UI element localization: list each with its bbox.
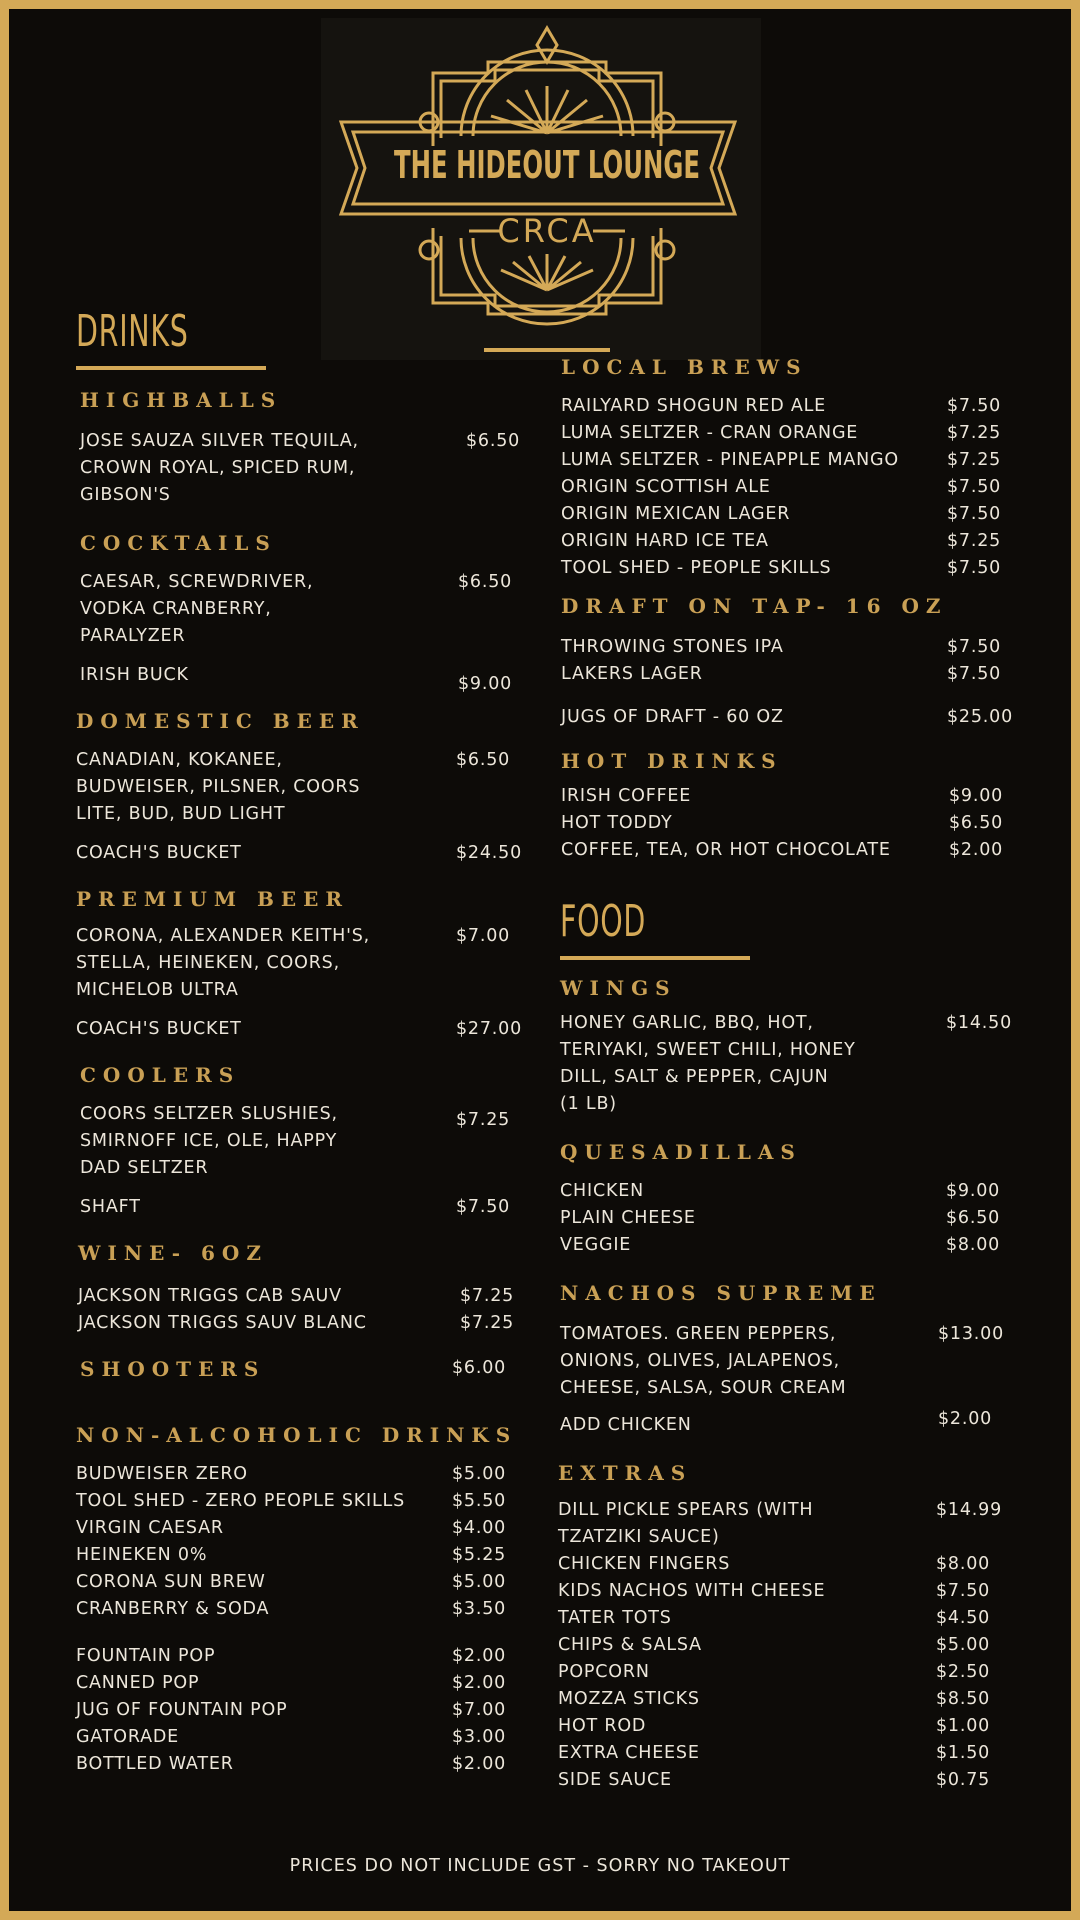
menu-item <box>558 1551 1011 1578</box>
menu-item <box>80 1101 516 1182</box>
item-name: LAKERS LAGER <box>561 664 703 684</box>
extras-heading: EXTRAS <box>558 1461 693 1485</box>
item-name: MOZZA STICKS <box>558 1689 700 1709</box>
menu-item <box>561 661 1011 688</box>
menu-item <box>76 1488 516 1515</box>
menu-item <box>561 447 1011 474</box>
footer-note: PRICES DO NOT INCLUDE GST - SORRY NO TAKEOUT <box>289 1856 791 1876</box>
item-price: $7.50 <box>947 637 1002 657</box>
item-name: TOMATOES. GREEN PEPPERS, ONIONS, OLIVES, JALAPENOS, CHEESE, SALSA, SOUR CREAM <box>560 1324 847 1398</box>
item-name: JUGS OF DRAFT - 60 OZ <box>561 707 784 727</box>
item-name: VEGGIE <box>560 1235 632 1255</box>
cocktails-section <box>80 531 516 694</box>
item-price: $24.50 <box>456 843 523 863</box>
menu-item <box>76 1016 523 1043</box>
item-name: CHICKEN <box>560 1181 644 1201</box>
item-price: $4.00 <box>452 1518 507 1538</box>
item-name: HEINEKEN 0% <box>76 1545 208 1565</box>
menu-item <box>76 923 516 1004</box>
item-name: JUG OF FOUNTAIN POP <box>76 1700 288 1720</box>
item-name: LUMA SELTZER - CRAN ORANGE <box>561 423 859 443</box>
item-price: $13.00 <box>938 1324 1005 1344</box>
item-price: $7.50 <box>456 1197 511 1217</box>
item-price: $3.00 <box>452 1727 507 1747</box>
menu-item <box>80 1194 516 1221</box>
domestic-section <box>76 709 523 867</box>
item-price: $7.50 <box>947 504 1002 524</box>
menu-item <box>561 501 1011 528</box>
item-price: $0.75 <box>936 1770 991 1790</box>
hideout-lounge-logo <box>321 18 761 360</box>
menu-item <box>78 1310 516 1337</box>
food-title-rule <box>560 956 750 960</box>
item-price: $9.00 <box>946 1181 1001 1201</box>
wine-section <box>78 1241 516 1337</box>
menu-item <box>561 420 1011 447</box>
item-name: COACH'S BUCKET <box>76 1019 242 1039</box>
item-name: COFFEE, TEA, OR HOT CHOCOLATE <box>561 840 891 860</box>
drinks-column <box>76 306 523 1778</box>
nonalc-heading: NON-ALCOHOLIC DRINKS <box>76 1423 518 1447</box>
item-name: GATORADE <box>76 1727 179 1747</box>
menu-item <box>558 1632 1011 1659</box>
menu-item <box>76 1724 516 1751</box>
menu-item <box>561 837 1011 864</box>
item-name: BOTTLED WATER <box>76 1754 234 1774</box>
item-name: TOOL SHED - PEOPLE SKILLS <box>561 558 832 578</box>
item-price: $9.00 <box>458 674 513 694</box>
menu-item <box>78 1283 516 1310</box>
item-name: ADD CHICKEN <box>560 1415 692 1435</box>
wings-section <box>560 976 1011 1118</box>
menu-item <box>561 704 1014 731</box>
item-price: $7.50 <box>947 558 1002 578</box>
item-price: $2.00 <box>949 840 1004 860</box>
item-price: $14.50 <box>946 1013 1013 1033</box>
item-price: $6.50 <box>949 813 1004 833</box>
menu-item <box>76 1515 516 1542</box>
quesadillas-heading: QUESADILLAS <box>560 1140 802 1164</box>
menu-item <box>76 1697 516 1724</box>
item-name: CANNED POP <box>76 1673 200 1693</box>
item-name: JOSE SAUZA SILVER TEQUILA, CROWN ROYAL, SPICED RUM, GIBSON'S <box>80 431 359 505</box>
logo-sub: CRCA <box>497 212 597 250</box>
item-price: $5.50 <box>452 1491 507 1511</box>
menu-item <box>561 634 1011 661</box>
premium-section <box>76 887 523 1043</box>
item-name: JACKSON TRIGGS CAB SAUV <box>78 1286 342 1306</box>
item-name: IRISH BUCK <box>80 665 189 685</box>
menu-item <box>558 1740 1011 1767</box>
item-price: $2.00 <box>938 1409 993 1429</box>
premium-heading: PREMIUM BEER <box>76 887 349 911</box>
menu-item <box>561 393 1011 420</box>
item-price: $8.50 <box>936 1689 991 1709</box>
item-name: LUMA SELTZER - PINEAPPLE MANGO <box>561 450 899 470</box>
menu-item <box>558 1605 1011 1632</box>
item-name: HONEY GARLIC, BBQ, HOT, TERIYAKI, SWEET CHILI, HONEY DILL, SALT & PEPPER, CAJUN (1 LB) <box>560 1013 856 1114</box>
local-heading: LOCAL BREWS <box>561 355 808 379</box>
menu-item <box>76 1751 516 1778</box>
item-price: $7.25 <box>947 450 1002 470</box>
quesadillas-section <box>560 1140 1011 1259</box>
item-name: IRISH COFFEE <box>561 786 692 806</box>
item-name: COACH'S BUCKET <box>76 843 242 863</box>
item-price: $6.50 <box>458 572 513 592</box>
item-name: JACKSON TRIGGS SAUV BLANC <box>78 1313 367 1333</box>
local-section <box>561 355 1011 582</box>
beer-and-food-column <box>558 355 1014 1794</box>
menu-item <box>76 747 516 828</box>
menu-item <box>560 1205 1011 1232</box>
item-price: $1.50 <box>936 1743 991 1763</box>
item-price: $14.99 <box>936 1500 1003 1520</box>
highballs-section <box>80 388 521 509</box>
menu-item <box>76 1461 516 1488</box>
item-price: $6.50 <box>456 750 511 770</box>
menu-item <box>558 1497 1011 1551</box>
menu-item <box>558 1659 1011 1686</box>
menu-item <box>560 1178 1011 1205</box>
item-name: ORIGIN MEXICAN LAGER <box>561 504 791 524</box>
item-price: $7.25 <box>460 1286 515 1306</box>
item-name: TATER TOTS <box>558 1608 672 1628</box>
menu-item <box>561 555 1011 582</box>
item-name: EXTRA CHEESE <box>558 1743 700 1763</box>
item-price: $5.25 <box>452 1545 507 1565</box>
menu-item <box>80 428 521 509</box>
item-name: FOUNTAIN POP <box>76 1646 216 1666</box>
menu-item <box>76 1569 516 1596</box>
item-name: CHIPS & SALSA <box>558 1635 702 1655</box>
hot-section <box>561 749 1011 864</box>
extras-section <box>558 1461 1011 1794</box>
menu-item <box>561 783 1011 810</box>
menu-item <box>76 1542 516 1569</box>
menu-item <box>558 1578 1011 1605</box>
item-price: $6.50 <box>946 1208 1001 1228</box>
item-price: $7.00 <box>456 926 511 946</box>
item-price: $27.00 <box>456 1019 523 1039</box>
wings-heading: WINGS <box>560 976 677 1000</box>
item-price: $8.00 <box>946 1235 1001 1255</box>
drinks-title-rule <box>76 366 266 370</box>
item-name: CAESAR, SCREWDRIVER, VODKA CRANBERRY, PARALYZER <box>80 572 314 646</box>
menu-item <box>80 569 516 650</box>
shooters-section <box>80 1357 516 1381</box>
item-price: $3.50 <box>452 1599 507 1619</box>
coolers-heading: COOLERS <box>80 1063 241 1087</box>
menu-item <box>558 1713 1011 1740</box>
item-name: THROWING STONES IPA <box>561 637 784 657</box>
item-price: $5.00 <box>936 1635 991 1655</box>
menu-item <box>76 1670 516 1697</box>
item-price: $7.50 <box>947 396 1002 416</box>
menu-item <box>76 1596 516 1623</box>
domestic-heading: DOMESTIC BEER <box>76 709 365 733</box>
item-name: SHAFT <box>80 1197 141 1217</box>
menu-item <box>560 1409 1011 1439</box>
menu-item <box>561 474 1011 501</box>
drinks-title: DRINKS <box>76 306 189 357</box>
cocktails-heading: COCKTAILS <box>80 531 277 555</box>
menu-item <box>76 840 523 867</box>
item-price: $2.00 <box>452 1673 507 1693</box>
menu-item <box>560 1232 1011 1259</box>
item-name: DILL PICKLE SPEARS (WITH TZATZIKI SAUCE) <box>558 1500 814 1547</box>
menu-item <box>558 1686 1011 1713</box>
menu-item <box>558 1767 1011 1794</box>
item-name: PLAIN CHEESE <box>560 1208 696 1228</box>
item-name: ORIGIN SCOTTISH ALE <box>561 477 771 497</box>
item-price: $1.00 <box>936 1716 991 1736</box>
item-price: $7.50 <box>936 1581 991 1601</box>
draft-heading: DRAFT ON TAP- 16 OZ <box>561 594 948 618</box>
item-price: $9.00 <box>949 786 1004 806</box>
item-price: $7.50 <box>947 664 1002 684</box>
item-name: ORIGIN HARD ICE TEA <box>561 531 769 551</box>
menu-item <box>561 528 1011 555</box>
item-name: RAILYARD SHOGUN RED ALE <box>561 396 827 416</box>
menu-item <box>80 662 516 694</box>
item-name: COORS SELTZER SLUSHIES, SMIRNOFF ICE, OLE, HAPPY DAD SELTZER <box>80 1104 338 1178</box>
coolers-section <box>80 1063 516 1221</box>
nachos-section <box>560 1281 1011 1439</box>
item-price: $5.00 <box>452 1572 507 1592</box>
shooters-price: $6.00 <box>452 1358 507 1378</box>
item-name: SIDE SAUCE <box>558 1770 672 1790</box>
menu-item <box>560 1010 1011 1118</box>
item-name: HOT TODDY <box>561 813 673 833</box>
item-name: CRANBERRY & SODA <box>76 1599 270 1619</box>
item-name: POPCORN <box>558 1662 650 1682</box>
item-name: TOOL SHED - ZERO PEOPLE SKILLS <box>76 1491 405 1511</box>
nonalc-section <box>76 1423 516 1778</box>
menu-item <box>560 1321 1011 1402</box>
highballs-heading: HIGHBALLS <box>80 388 283 412</box>
item-price: $4.50 <box>936 1608 991 1628</box>
item-price: $2.00 <box>452 1754 507 1774</box>
food-header <box>560 896 1011 960</box>
item-price: $7.25 <box>456 1110 511 1130</box>
item-name: KIDS NACHOS WITH CHEESE <box>558 1581 826 1601</box>
menu-item <box>76 1643 516 1670</box>
item-price: $7.25 <box>460 1313 515 1333</box>
item-price: $7.25 <box>947 531 1002 551</box>
logo-name: THE HIDEOUT LOUNGE <box>394 143 700 187</box>
item-price: $7.00 <box>452 1700 507 1720</box>
shooters-heading: SHOOTERS <box>80 1357 266 1381</box>
item-price: $2.00 <box>452 1646 507 1666</box>
item-name: CORONA, ALEXANDER KEITH'S, STELLA, HEINEKEN, COORS, MICHELOB ULTRA <box>76 926 371 1000</box>
item-price: $7.50 <box>947 477 1002 497</box>
menu-item <box>561 810 1011 837</box>
item-name: VIRGIN CAESAR <box>76 1518 224 1538</box>
item-price: $5.00 <box>452 1464 507 1484</box>
nachos-heading: NACHOS SUPREME <box>560 1281 882 1305</box>
item-price: $7.25 <box>947 423 1002 443</box>
item-name: CANADIAN, KOKANEE, BUDWEISER, PILSNER, COORS LITE, BUD, BUD LIGHT <box>76 750 361 824</box>
food-title: FOOD <box>560 896 647 947</box>
item-price: $8.00 <box>936 1554 991 1574</box>
hot-heading: HOT DRINKS <box>561 749 783 773</box>
item-price: $2.50 <box>936 1662 991 1682</box>
item-name: BUDWEISER ZERO <box>76 1464 248 1484</box>
item-name: HOT ROD <box>558 1716 647 1736</box>
draft-section <box>561 594 1014 731</box>
item-price: $25.00 <box>947 707 1014 727</box>
wine-heading: WINE- 6OZ <box>78 1241 268 1265</box>
item-name: CORONA SUN BREW <box>76 1572 266 1592</box>
item-name: CHICKEN FINGERS <box>558 1554 731 1574</box>
item-price: $6.50 <box>466 431 521 451</box>
